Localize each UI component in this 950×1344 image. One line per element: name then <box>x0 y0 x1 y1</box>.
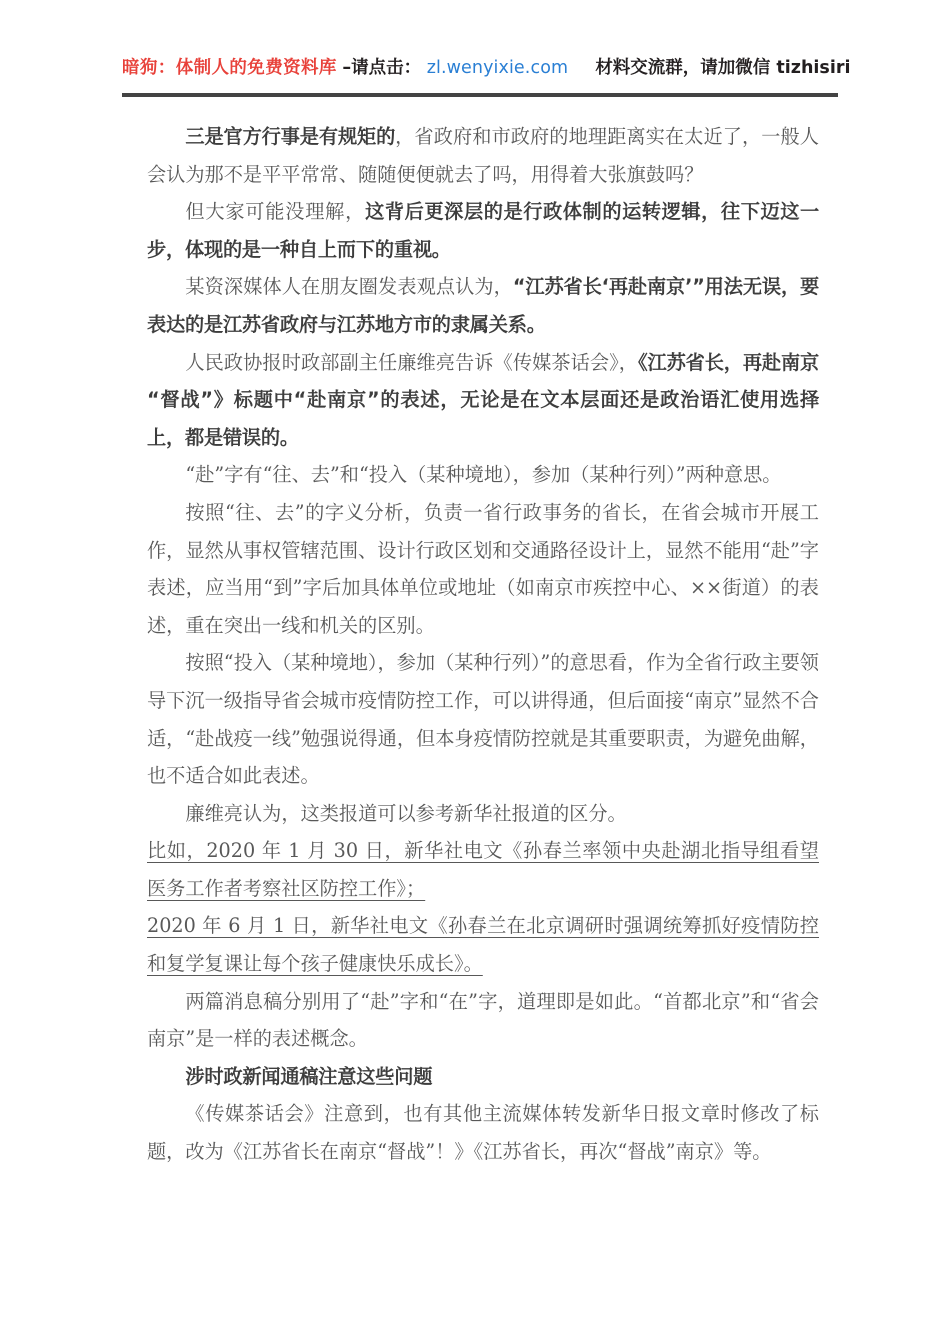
paragraph-6: 按照“往、去”的字义分析，负责一省行政事务的省长，在省会城市开展工作，显然从事权管辖范围、设计行政区划和交通路径设计上，显然不能用“赴”字表述，应当用“到”字后加具体单位或地址（如南京市疾控中心、××街道）的表述，重在突出一线和机关的区别。 <box>147 500 819 637</box>
header-divider-rule <box>122 93 838 97</box>
section-heading: 涉时政新闻通稿注意这些问题 <box>185 1064 433 1088</box>
paragraph-11: 两篇消息稿分别用了“赴”字和“在”字，道理即是如此。“首都北京”和“省会南京”是一样的表述概念。 <box>147 989 819 1051</box>
paragraph-10-underlined: 2020 年 6 月 1 日，新华社电文《孙春兰在北京调研时强调统筹抓好疫情防控和复学复课让每个孩子健康快乐成长》。 <box>147 914 819 976</box>
paragraph-2 <box>147 193 819 268</box>
paragraph-5: “赴”字有“往、去”和“投入（某种境地），参加（某种行列）”两种意思。 <box>185 463 782 487</box>
paragraph-12: 《传媒茶话会》注意到，也有其他主流媒体转发新华日报文章时修改了标题，改为《江苏省长在南京“督战”！》《江苏省长，再次“督战”南京》等。 <box>147 1102 819 1164</box>
paragraph-2-plain-lead: 但大家可能没理解， <box>185 200 366 224</box>
promo-banner-line <box>122 58 851 80</box>
paragraph-9-underlined: 比如，2020 年 1 月 30 日，新华社电文《孙春兰率领中央赴湖北指导组看望医务工作者考察社区防控工作》； <box>147 839 819 900</box>
paragraph-3 <box>147 268 819 343</box>
promo-click-prompt: –请点击： <box>342 58 422 78</box>
document-body <box>147 118 819 1171</box>
promo-brand-text: 暗狗：体制人的免费资料库 <box>122 58 337 78</box>
paragraph-4 <box>147 344 819 457</box>
paragraph-1-bold-lead: 三是官方行事是有规矩的 <box>185 125 396 148</box>
paragraph-1 <box>147 118 819 193</box>
paragraph-4-plain-lead: 人民政协报时政部副主任廉维亮告诉《传媒茶话会》， <box>185 350 639 374</box>
paragraph-1-text: ，省政府和市政府的地理距离实在太近了，一般人会认为那不是平平常常、随随便便就去了吗，用得着大张旗鼓吗？ <box>147 125 819 186</box>
paragraph-4-bold-text: 《江苏省长，再赴南京“督战”》标题中“赴南京”的表述，无论是在文本层面还是政治语汇使用选择上，都是错误的。 <box>147 350 819 449</box>
paragraph-3-plain-lead: 某资深媒体人在朋友圈发表观点认为， <box>185 275 513 299</box>
paragraph-7: 按照“投入（某种境地），参加（某种行列）”的意思看，作为全省行政主要领导下沉一级指导省会城市疫情防控工作，可以讲得通，但后面接“南京”显然不合适，“赴战疫一线”勉强说得通，但本身疫情防控就是其重要职责，为避免曲解，也不适合如此表述。 <box>147 651 819 788</box>
promo-banner <box>122 58 851 80</box>
promo-wechat-text: 材料交流群，请加微信 tizhisiri <box>595 58 851 78</box>
paragraph-3-bold-text: “江苏省长‘再赴南京’”用法无误，要表达的是江苏省政府与江苏地方市的隶属关系。 <box>147 275 820 336</box>
paragraph-2-bold-text: 这背后更深层的是行政体制的运转逻辑，往下迈这一步，体现的是一种自上而下的重视。 <box>147 200 819 261</box>
promo-site-link[interactable]: zl.wenyixie.com <box>426 58 569 78</box>
paragraph-8: 廉维亮认为，这类报道可以参考新华社报道的区分。 <box>185 801 627 825</box>
